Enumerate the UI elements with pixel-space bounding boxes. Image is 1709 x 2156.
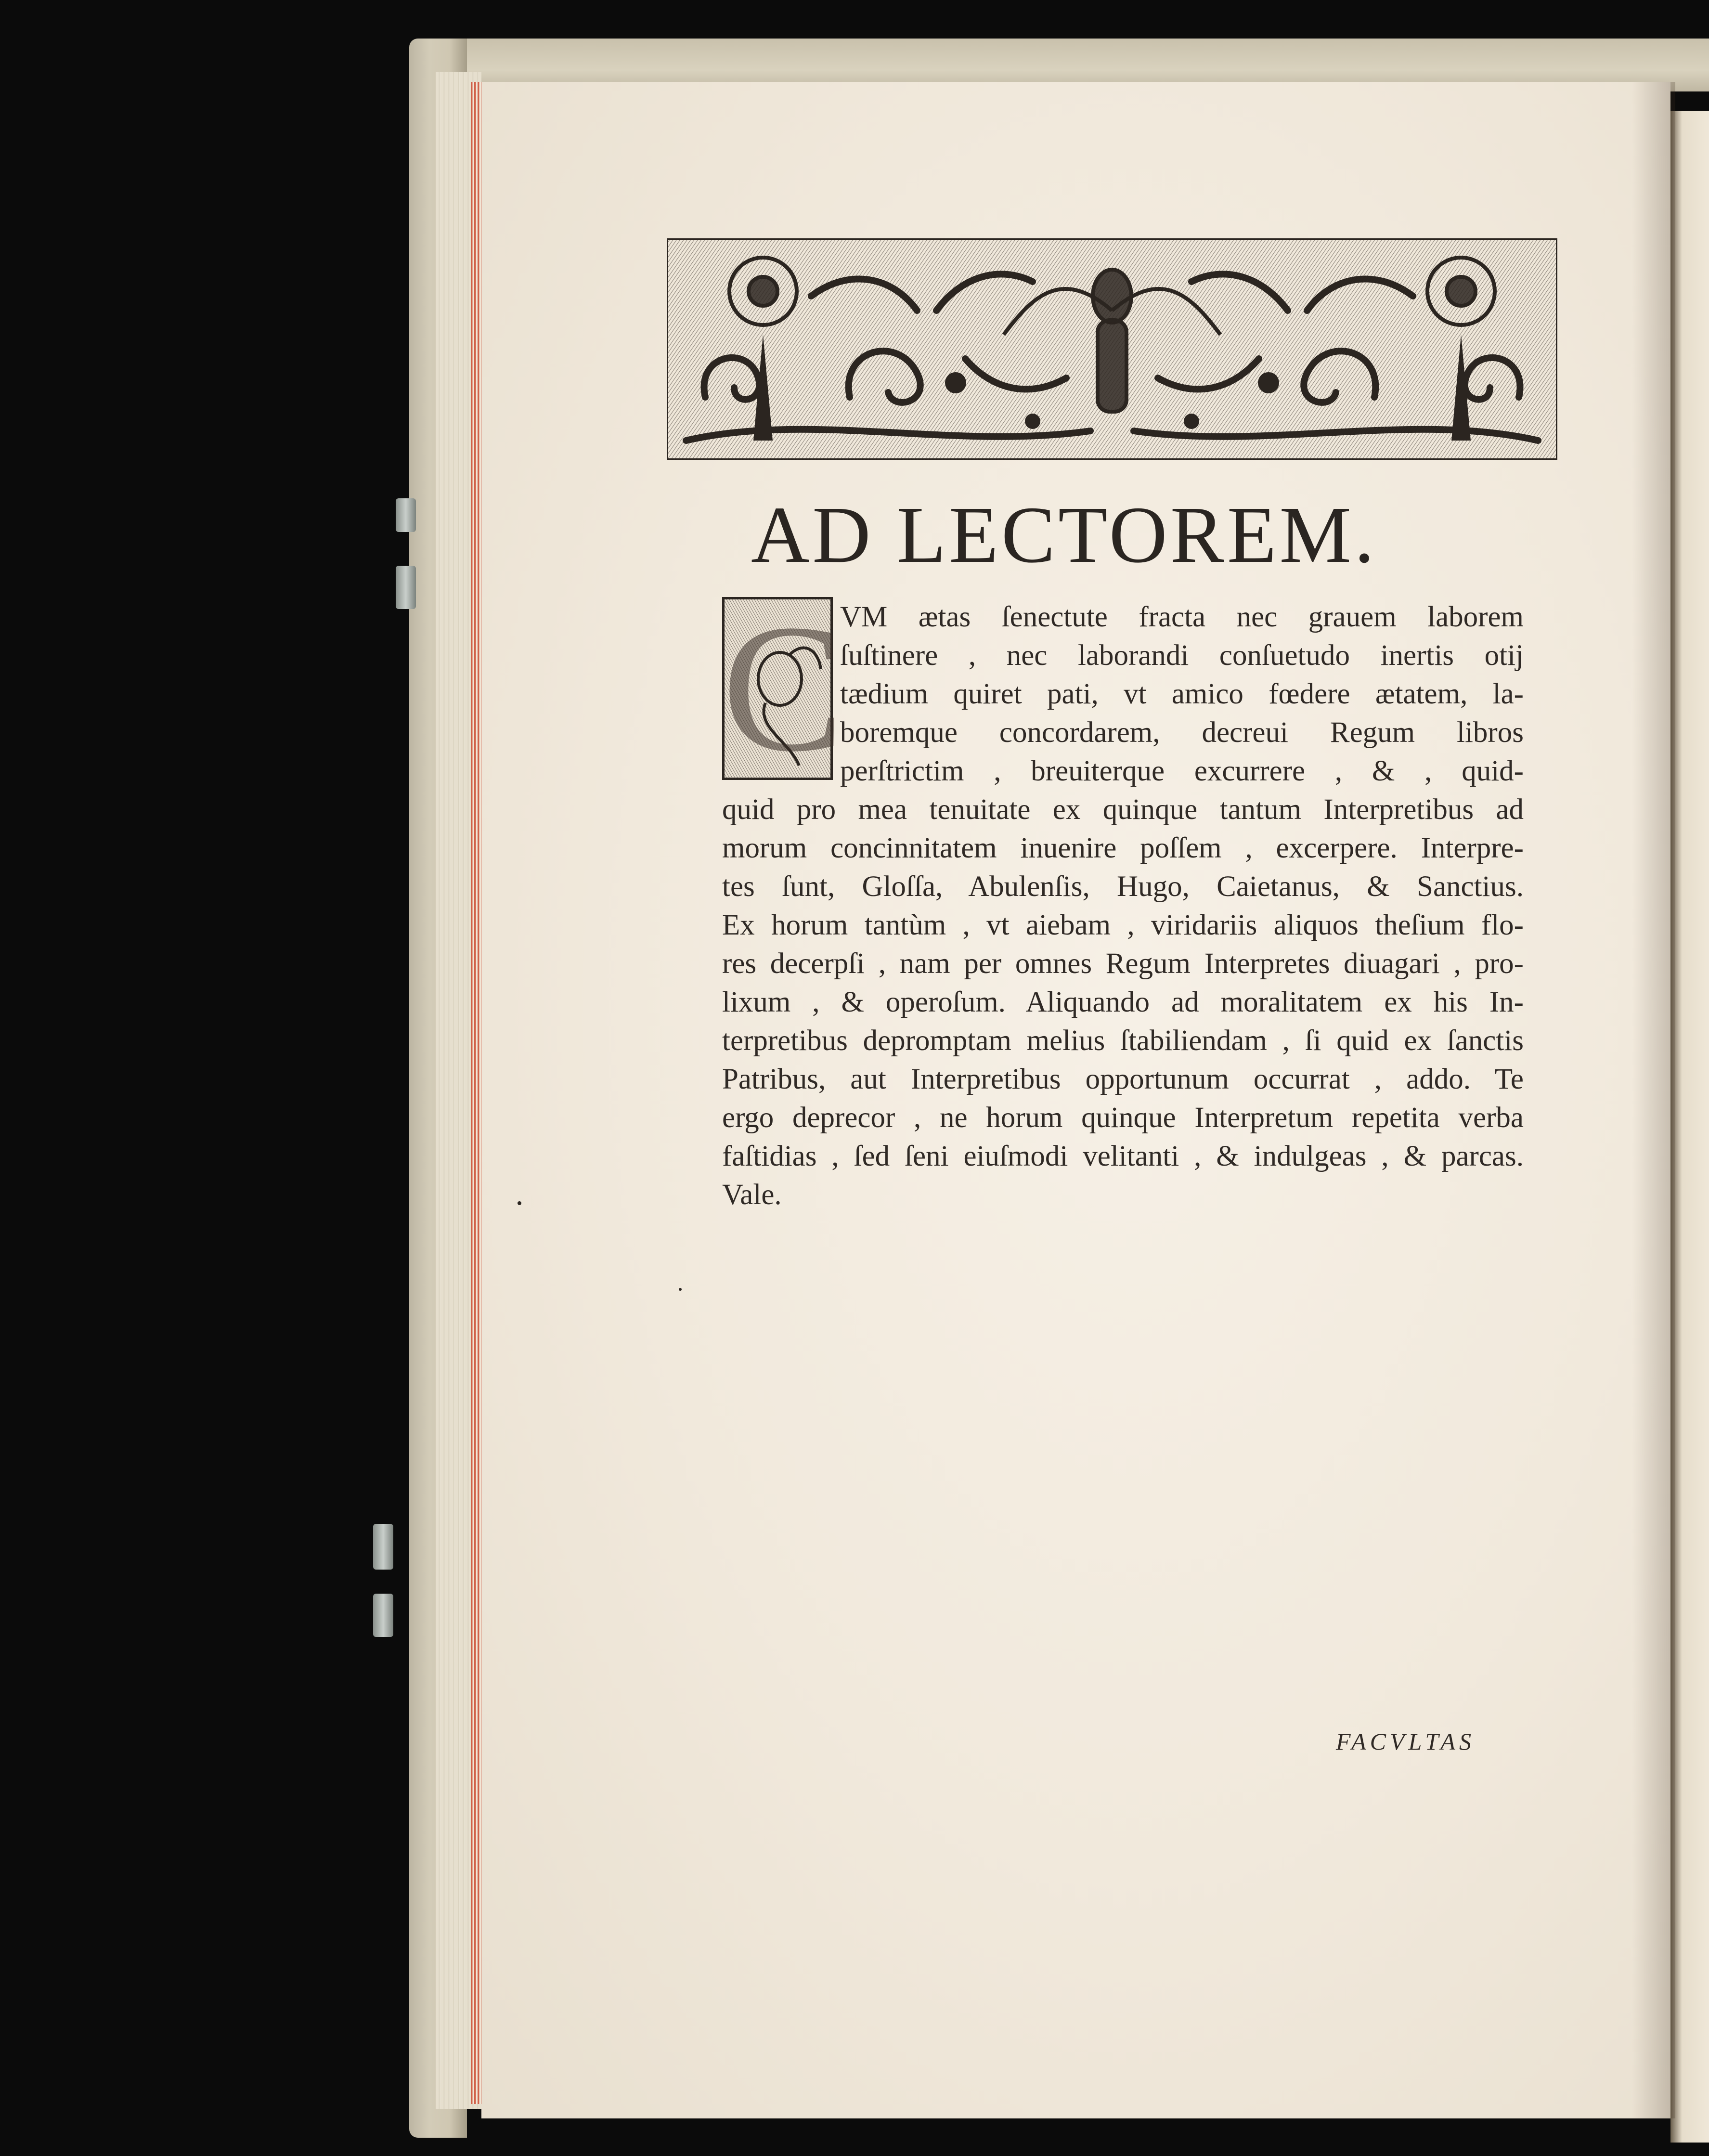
ink-speck: [518, 1201, 521, 1205]
text-line: boremque concordarem, decreui Regum libros: [840, 716, 1524, 749]
text-line: lixum , & operoſum. Aliquando ad moralitatem ex his In-: [722, 986, 1524, 1018]
text-line: tes ſunt, Gloſſa, Abulenſis, Hugo, Caietanus, & Sanctius.: [722, 870, 1524, 903]
ink-speck: [679, 1288, 682, 1291]
text-line: terpretibus depromptam melius ſtabiliendam , ſi quid ex ſanctis: [722, 1025, 1524, 1057]
facing-page-edge: [1670, 111, 1709, 2143]
text-line: ſuſtinere , nec laborandi conſuetudo inertis otij: [840, 639, 1524, 672]
text-line: Ex horum tantùm , vt aiebam , viridariis aliquos theſium flo-: [722, 909, 1524, 941]
decorated-initial: [722, 587, 844, 790]
clasp-icon: [396, 498, 416, 532]
clasp-icon: [396, 566, 416, 609]
text-line: perſtrictim , breuiterque excurrere , & , quid-: [840, 755, 1524, 787]
lead-paragraph-lines: [840, 598, 1524, 791]
text-line: Patribus, aut Interpretibus opportunum occurrat , addo. Te: [722, 1063, 1524, 1095]
text-line-final: Vale.: [722, 1179, 782, 1211]
text-line: morum concinnitatem inuenire poſſem , excerpere. Interpre-: [722, 832, 1524, 864]
initial-letter: C: [722, 587, 844, 790]
text-line: quid pro mea tenuitate ex quinque tantum Interpretibus ad: [722, 793, 1524, 826]
text-line: tædium quiret pati, vt amico fœdere ætatem, la-: [840, 678, 1524, 710]
text-line: VM ætas ſenectute fracta nec grauem laborem: [840, 601, 1524, 633]
text-line: ergo deprecor , ne horum quinque Interpretum repetita verba: [722, 1102, 1524, 1134]
gutter-shadow: [1632, 82, 1675, 2118]
text-line: faſtidias , ſed ſeni eiuſmodi velitanti , & indulgeas , & parcas.: [722, 1140, 1524, 1172]
clasp-icon: [373, 1524, 393, 1570]
body-paragraph-lines: [722, 791, 1524, 1214]
red-page-edges: [471, 82, 481, 2104]
woodcut-headpiece-ornament: [667, 238, 1557, 460]
text-line: res decerpſi , nam per omnes Regum Interpretes diuagari , pro-: [722, 948, 1524, 980]
clasp-icon: [373, 1594, 393, 1637]
page-title: AD LECTOREM.: [751, 490, 1377, 580]
catchword: FACVLTAS: [1336, 1728, 1475, 1755]
